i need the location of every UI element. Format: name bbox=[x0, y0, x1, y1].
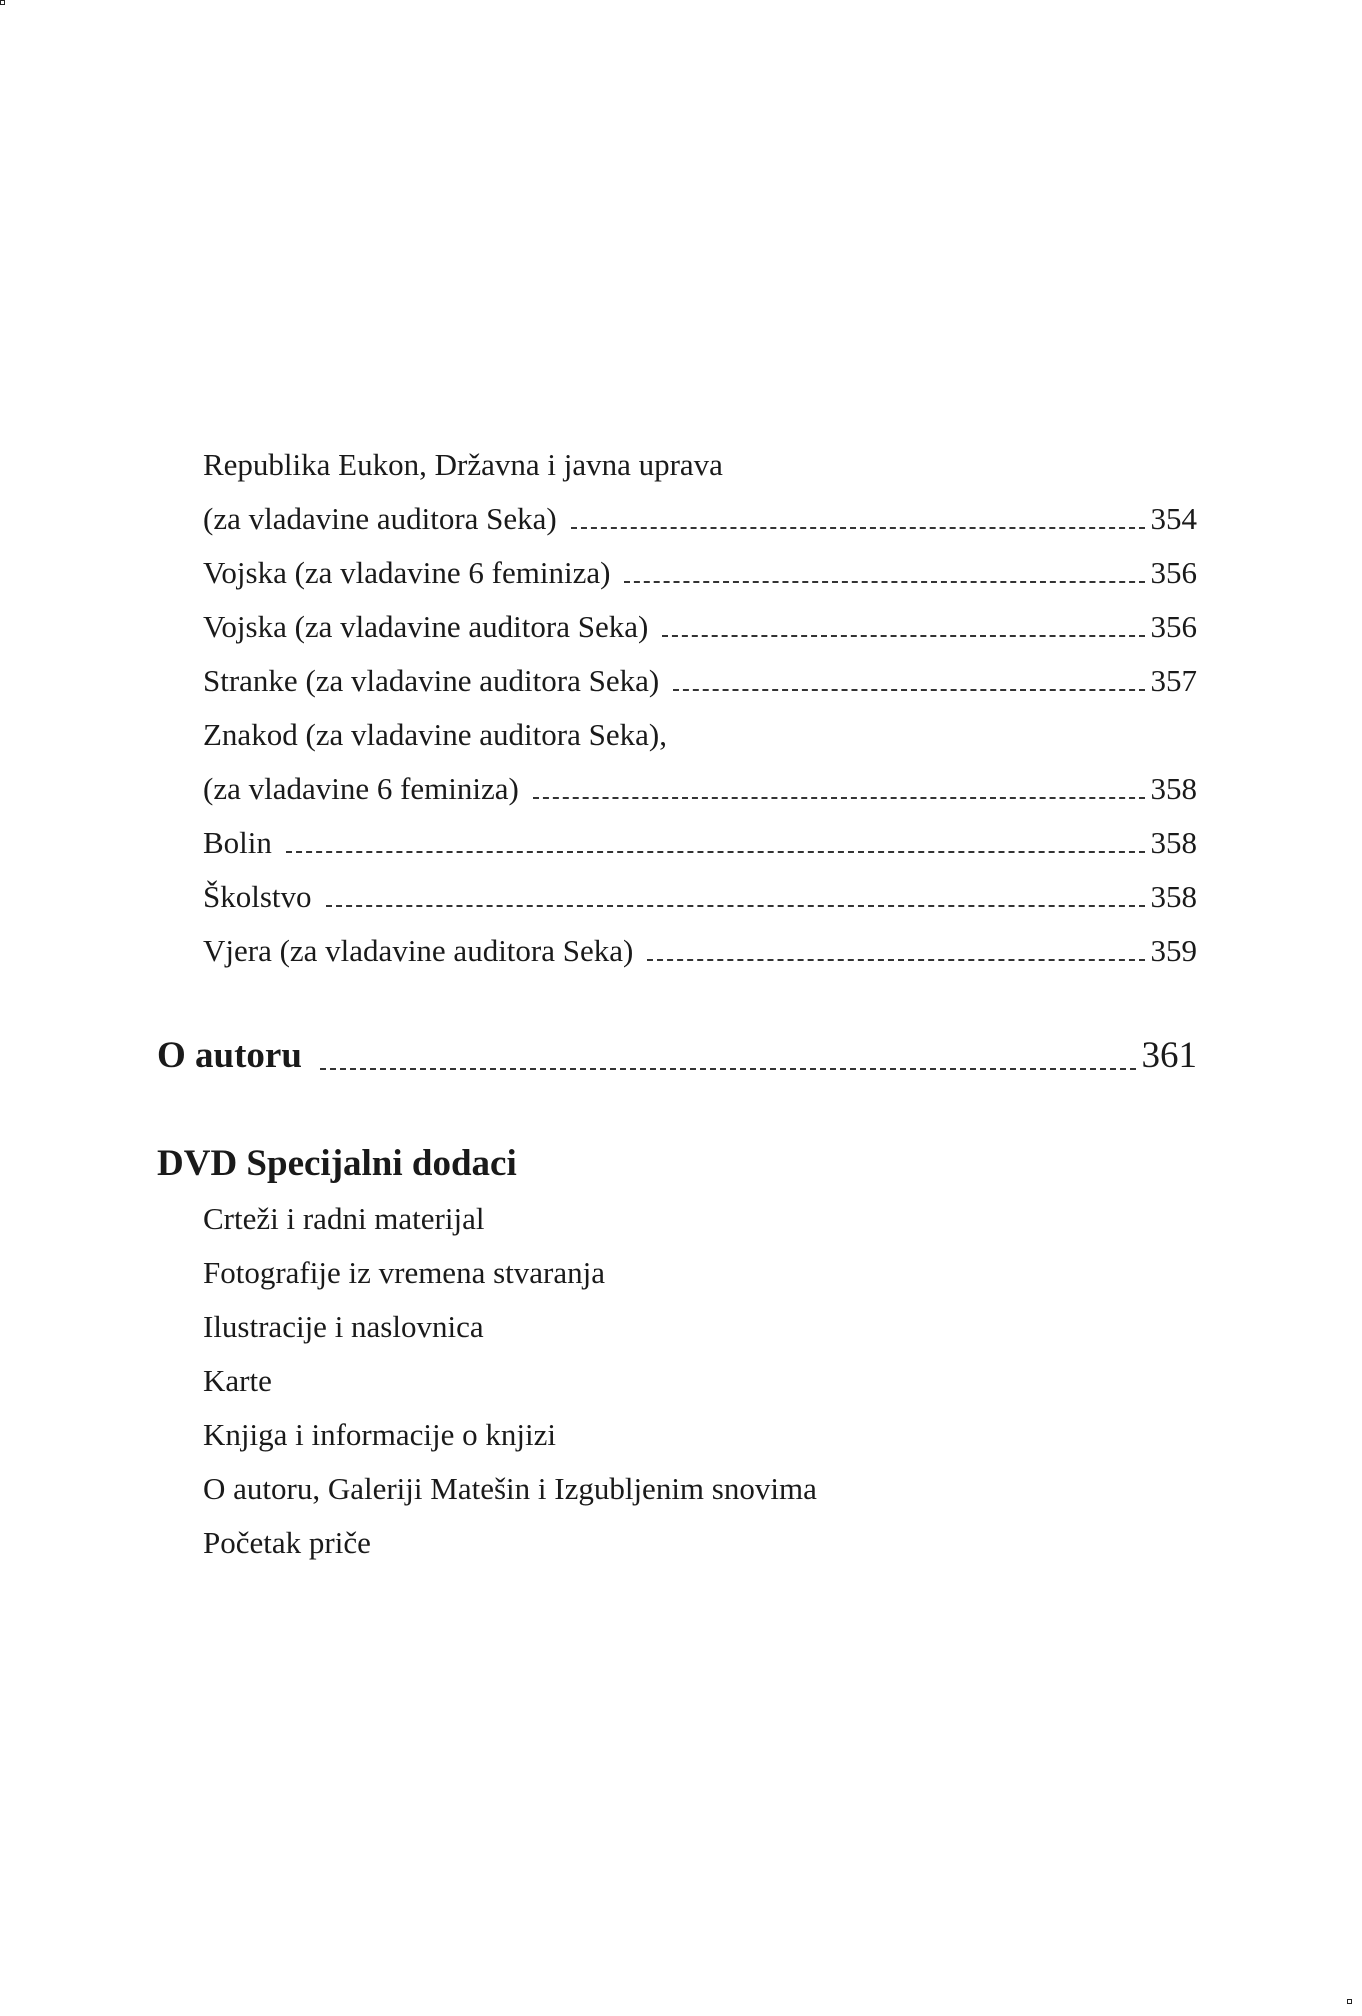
dotted-leader bbox=[571, 527, 1145, 529]
toc-entry-label: Republika Eukon, Državna i javna uprava bbox=[203, 447, 723, 482]
toc-section-about-author bbox=[157, 1026, 1197, 1086]
toc-entry bbox=[203, 924, 1197, 978]
toc-entry-page: 358 bbox=[1150, 771, 1197, 806]
toc-entry bbox=[203, 546, 1197, 600]
toc-entry-label: Školstvo bbox=[203, 879, 312, 914]
toc-entry-page: 354 bbox=[1150, 501, 1197, 536]
crop-mark-bottom-right bbox=[1347, 1999, 1352, 2004]
toc-entry-page: 359 bbox=[1150, 933, 1197, 968]
toc-entry bbox=[203, 708, 1197, 762]
dotted-leader bbox=[673, 689, 1144, 691]
toc-entry bbox=[203, 654, 1197, 708]
dvd-item: Početak priče bbox=[203, 1525, 371, 1560]
toc-entry bbox=[203, 762, 1197, 816]
toc-section-dvd bbox=[157, 1134, 1197, 1194]
dotted-leader bbox=[326, 905, 1145, 907]
toc-entry-page: 358 bbox=[1150, 879, 1197, 914]
dvd-item: Knjiga i informacije o knjizi bbox=[203, 1417, 556, 1452]
section-heading: DVD Specijalni dodaci bbox=[157, 1143, 517, 1184]
toc-entry-label: Stranke (za vladavine auditora Seka) bbox=[203, 663, 660, 698]
dotted-leader bbox=[647, 959, 1144, 961]
toc-entry bbox=[203, 438, 1197, 492]
dotted-leader bbox=[533, 797, 1145, 799]
section-page-number: 361 bbox=[1141, 1035, 1197, 1076]
toc-entry-page: 357 bbox=[1150, 663, 1197, 698]
toc-entry-label: (za vladavine 6 feminiza) bbox=[203, 771, 519, 806]
toc-entry-page: 356 bbox=[1150, 555, 1197, 590]
toc-entry-page: 356 bbox=[1150, 609, 1197, 644]
toc-entry-label: (za vladavine auditora Seka) bbox=[203, 501, 557, 536]
dotted-leader bbox=[624, 581, 1144, 583]
dvd-item: Crteži i radni materijal bbox=[203, 1201, 485, 1236]
toc-entry bbox=[203, 600, 1197, 654]
toc-entry-label: Vojska (za vladavine 6 feminiza) bbox=[203, 555, 611, 590]
dvd-item: Karte bbox=[203, 1363, 272, 1398]
dotted-leader bbox=[320, 1068, 1136, 1070]
toc-entry bbox=[203, 870, 1197, 924]
dotted-leader bbox=[286, 851, 1145, 853]
dotted-leader bbox=[662, 635, 1144, 637]
toc-entry-label: Znakod (za vladavine auditora Seka), bbox=[203, 717, 667, 752]
section-heading: O autoru bbox=[157, 1035, 302, 1076]
dvd-item: Ilustracije i naslovnica bbox=[203, 1309, 484, 1344]
dvd-item: Fotografije iz vremena stvaranja bbox=[203, 1255, 605, 1290]
toc-entry-label: Vjera (za vladavine auditora Seka) bbox=[203, 933, 634, 968]
toc-entry bbox=[203, 492, 1197, 546]
toc-entry bbox=[203, 816, 1197, 870]
toc-entry-label: Bolin bbox=[203, 825, 272, 860]
dvd-item: O autoru, Galeriji Matešin i Izgubljenim snovima bbox=[203, 1471, 817, 1506]
crop-mark-top-left bbox=[0, 0, 5, 5]
toc-entry-page: 358 bbox=[1150, 825, 1197, 860]
toc-entry-label: Vojska (za vladavine auditora Seka) bbox=[203, 609, 649, 644]
